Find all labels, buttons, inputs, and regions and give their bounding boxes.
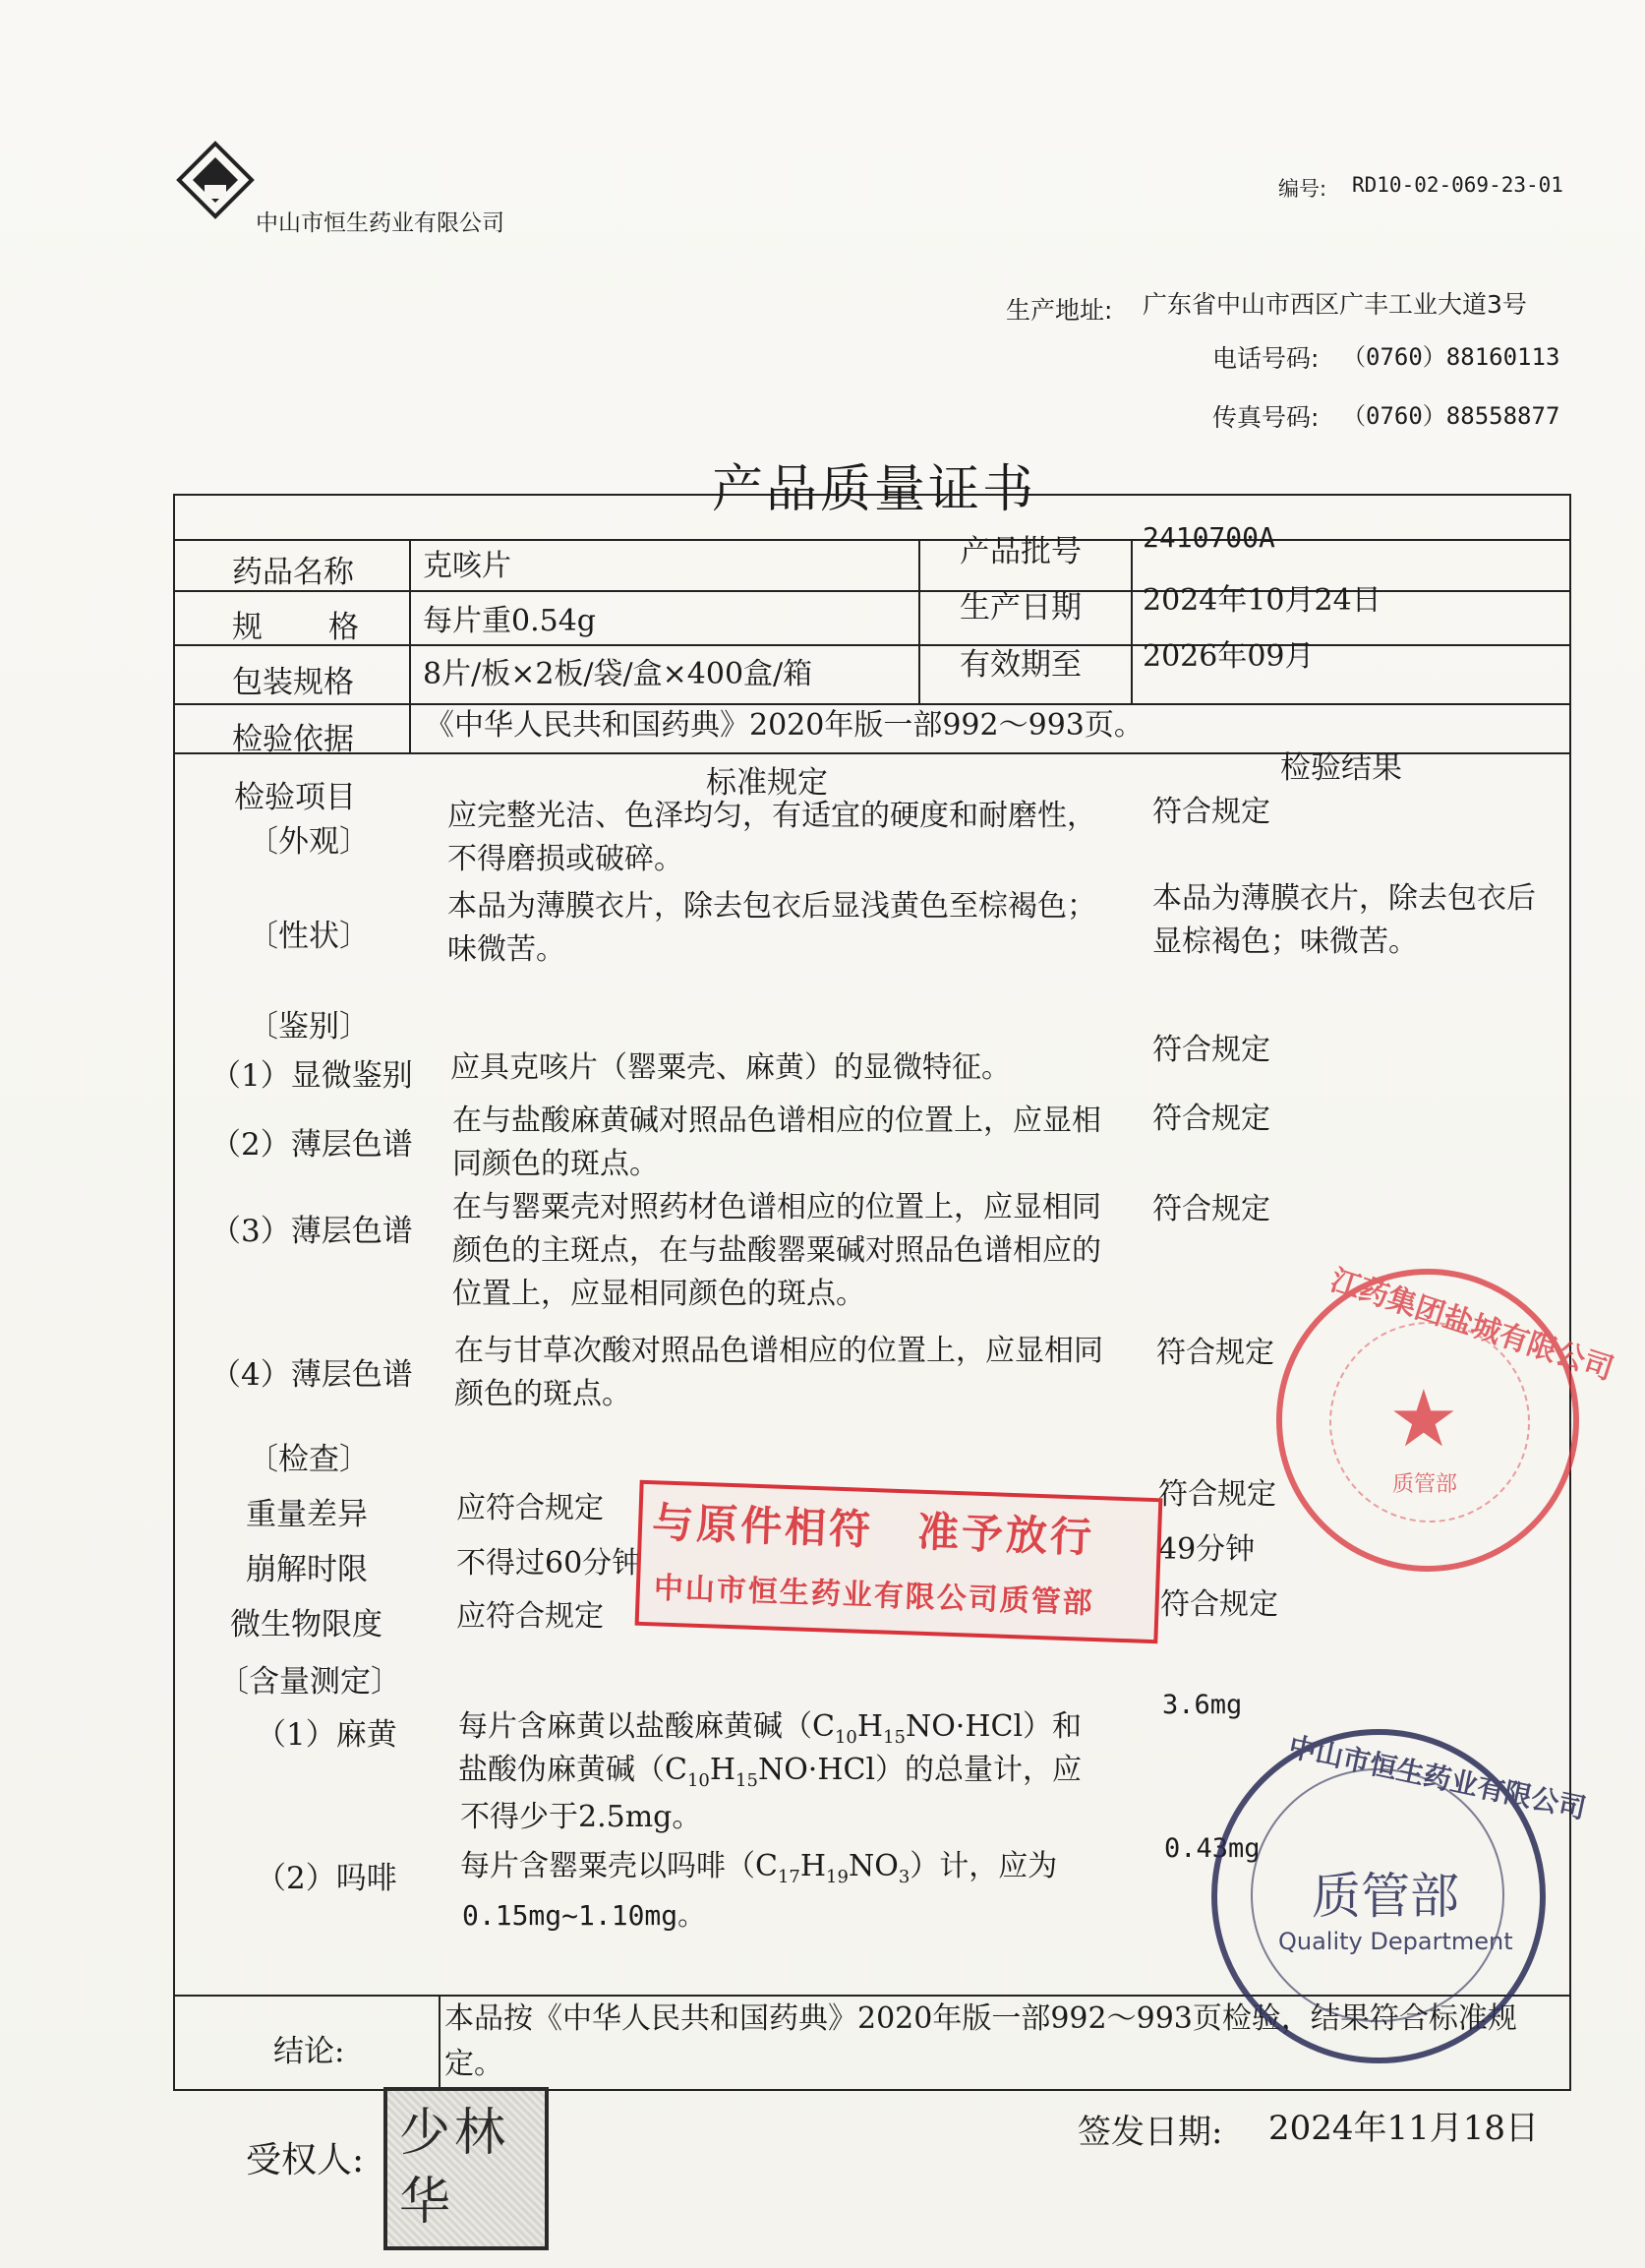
check-title: 〔检查〕 (248, 1442, 370, 1477)
row-morphine-std-line1: 每片含罂粟壳以吗啡$(C_{17}H_{19}NO_3)$计，应为 (460, 1849, 1058, 1887)
package: 8片/板×2板/袋/盒×400盒/箱 (423, 657, 813, 691)
row-appearance-result: 符合规定 (1152, 795, 1270, 829)
release-stamp-top: 与原件相符 准予放行 (651, 1498, 1095, 1562)
red-seal-text: 江药集团盐城有限公司 (1325, 1263, 1617, 1388)
row-disintegration-name: 崩解时限 (246, 1552, 368, 1587)
mfg-date-label: 生产日期 (960, 590, 1082, 626)
row-microbe-name: 微生物限度 (230, 1607, 382, 1642)
row-ephedra-std-line3: 不得少于2.5mg。 (460, 1800, 702, 1834)
drug-name: 克咳片 (423, 549, 511, 583)
row-weight-name: 重量差异 (246, 1497, 368, 1532)
row-ident4-result: 符合规定 (1156, 1336, 1274, 1370)
basis-label: 检验依据 (232, 722, 354, 757)
red-seal-star-icon: ★ (1388, 1373, 1459, 1464)
fax-label: 传真号码: (1212, 403, 1320, 432)
address-label: 生产地址: (1006, 296, 1113, 325)
row-microbe-std: 应符合规定 (456, 1599, 604, 1634)
release-stamp-bottom: 中山市恒生药业有限公司质管部 (653, 1571, 1095, 1621)
row-appearance-std: 应完整光洁、色泽均匀，有适宜的硬度和耐磨性，不得磨损或破碎。 (447, 799, 1096, 876)
conclusion-label: 结论: (273, 2034, 345, 2069)
blue-quality-seal (1211, 1729, 1589, 2063)
company-name: 中山市恒生药业有限公司 (256, 210, 504, 236)
row-ident3-result: 符合规定 (1152, 1192, 1270, 1226)
phone-label: 电话号码: (1212, 344, 1320, 373)
col-item-header: 检验项目 (234, 780, 356, 815)
issue-date-label: 签发日期: (1078, 2113, 1223, 2152)
signature-seal (383, 2087, 549, 2250)
row-ident3-name: （3）薄层色谱 (210, 1214, 413, 1249)
blue-seal-ring-text: 中山市恒生药业有限公司 (1285, 1730, 1589, 1825)
issue-date: 2024年11月18日 (1268, 2109, 1540, 2148)
page-title: 产品质量证书 (712, 460, 1037, 519)
doc-number-label: 编号: (1278, 177, 1327, 201)
red-company-seal (1276, 1263, 1617, 1572)
row-ephedra-std-line2: 盐酸伪麻黄碱$(C_{10}H_{15}NO\cdot HCl)$的总量计，应 (458, 1753, 1083, 1791)
row-morphine-name: （2）吗啡 (256, 1861, 397, 1896)
batch-label: 产品批号 (960, 534, 1082, 569)
expiry: 2026年09月 (1143, 639, 1315, 674)
authorizer-label: 受权人: (246, 2140, 365, 2180)
row-morphine-result: 0.43mg (1164, 1833, 1261, 1864)
fax: （0760）88558877 (1342, 402, 1560, 430)
company-logo (175, 140, 256, 220)
row-ident4-name: （4）薄层色谱 (210, 1357, 413, 1393)
mfg-date: 2024年10月24日 (1143, 583, 1381, 618)
row-microbe-result: 符合规定 (1160, 1587, 1278, 1622)
doc-number: RD10-02-069-23-01 (1352, 173, 1563, 197)
expiry-label: 有效期至 (960, 647, 1082, 683)
assay-title: 〔含量测定〕 (218, 1664, 401, 1700)
row-ident1-std: 应具克咳片（罂粟壳、麻黄）的显微特征。 (450, 1050, 1011, 1085)
row-ephedra-result: 3.6mg (1162, 1690, 1243, 1720)
conclusion-text: 本品按《中华人民共和国药典》2020年版一部992～993页检验，结果符合标准规定。 (444, 2001, 1517, 2081)
release-stamp (635, 1480, 1163, 1643)
row-weight-result: 符合规定 (1158, 1477, 1276, 1512)
address: 广东省中山市西区广丰工业大道3号 (1143, 290, 1527, 319)
row-ident2-name: （2）薄层色谱 (210, 1127, 413, 1163)
col-standard-header: 标准规定 (706, 765, 828, 801)
row-disintegration-result: 49分钟 (1158, 1532, 1256, 1567)
row-ident2-std: 在与盐酸麻黄碱对照品色谱相应的位置上，应显相同颜色的斑点。 (452, 1104, 1101, 1181)
spec-label: 规 格 (232, 610, 377, 645)
row-ephedra-std-line1: 每片含麻黄以盐酸麻黄碱$(C_{10}H_{15}NO\cdot HCl)$和 (458, 1709, 1083, 1748)
phone: （0760）88160113 (1342, 343, 1560, 371)
ident-title: 〔鉴别〕 (248, 1009, 370, 1044)
row-ident2-result: 符合规定 (1152, 1102, 1270, 1136)
row-character-result: 本品为薄膜衣片，除去包衣后显棕褐色；味微苦。 (1152, 881, 1536, 959)
row-ident1-name: （1）显微鉴别 (210, 1058, 413, 1094)
basis: 《中华人民共和国药典》2020年版一部992～993页。 (425, 708, 1144, 743)
col-result-header: 检验结果 (1280, 750, 1402, 786)
signature-text: 少林华 (399, 2104, 510, 2232)
batch-number: 2410700A (1143, 521, 1275, 554)
spec: 每片重0.54g (423, 604, 597, 638)
row-appearance-name: 〔外观〕 (248, 824, 370, 860)
drug-name-label: 药品名称 (232, 555, 354, 590)
row-character-name: 〔性状〕 (248, 919, 370, 954)
row-ephedra-name: （1）麻黄 (256, 1717, 397, 1753)
blue-seal-center-text: 质管部 (1312, 1868, 1459, 1925)
row-ident1-result: 符合规定 (1152, 1033, 1270, 1067)
row-morphine-std-line2: 0.15mg~1.10mg。 (462, 1899, 706, 1932)
row-weight-std: 应符合规定 (456, 1491, 604, 1525)
red-seal-inner: 质管部 (1392, 1472, 1458, 1497)
blue-seal-en-text: Quality Department (1278, 1928, 1513, 1955)
package-label: 包装规格 (232, 665, 354, 700)
row-ident4-std: 在与甘草次酸对照品色谱相应的位置上，应显相同颜色的斑点。 (454, 1334, 1103, 1411)
row-disintegration-std: 不得过60分钟 (456, 1546, 642, 1581)
row-character-std: 本品为薄膜衣片，除去包衣后显浅黄色至棕褐色；味微苦。 (447, 889, 1096, 967)
row-ident3-std: 在与罂粟壳对照药材色谱相应的位置上，应显相同颜色的主斑点，在与盐酸罂粟碱对照品色谱相应的位置上，应显相同颜色的斑点。 (452, 1190, 1101, 1311)
